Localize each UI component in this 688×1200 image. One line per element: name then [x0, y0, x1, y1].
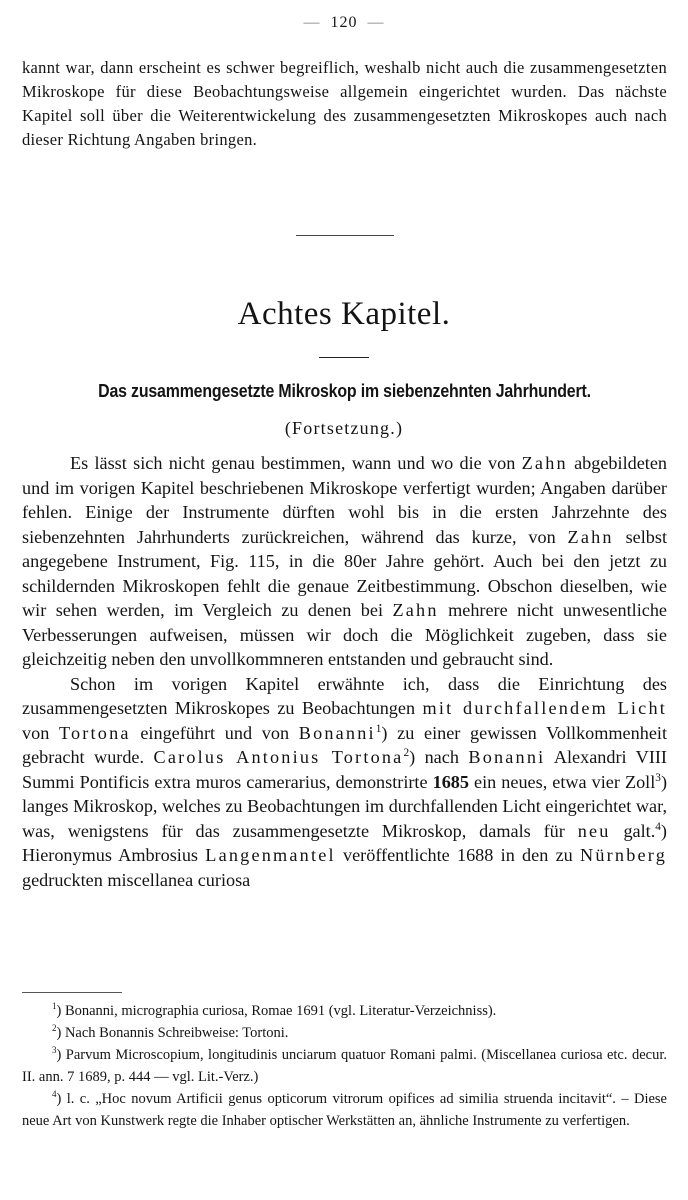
footnote-mark: 2: [52, 1023, 57, 1034]
page-number-value: 120: [330, 14, 358, 31]
name-zahn: Zahn: [521, 453, 568, 473]
main-text: [22, 451, 667, 892]
chapter-title: Achtes Kapitel.: [237, 296, 451, 332]
year-1685: 1685: [432, 771, 469, 792]
footnotes: [22, 1000, 667, 1132]
name-zahn: Zahn: [567, 526, 614, 547]
footnote-2: [22, 1022, 667, 1044]
footnote-text: ) Parvum Microscopium, longitudinis unciarum quatuor Romani palmi. (Miscellanea curiosa etc. decur. II. ann. 7 1689, p. 444 — vgl. Lit.-Verz.): [22, 1047, 667, 1085]
page-number-dash-left: —: [303, 14, 321, 31]
footnote-ref-2[interactable]: 2: [403, 746, 410, 759]
footnote-ref-1[interactable]: 1: [375, 722, 382, 735]
name-carolus-antonius-tortona: Carolus Antonius Tortona: [153, 747, 404, 767]
footnote-text: ) Nach Bonannis Schreibweise: Tortoni.: [56, 1025, 289, 1041]
footnote-mark: 4: [52, 1089, 57, 1100]
footnote-mark: 1: [52, 1001, 57, 1012]
name-bonanni: Bonanni: [468, 747, 546, 767]
body-paragraph-1: Es lässt sich nicht genau bestimmen, wann und wo die von Zahn abgebildeten und im vorigen Kapitel beschriebenen Mikroskope verfertigt wurden; Angaben darüber fehlen. Einige der Instrumente dürften wohl bis in die ersten Jahrzehnte des siebenzehnten Jahrhunderts zurückreichen, während das kurze, von Zahn selbst angegebene Instrument, Fig. 115, in die 80er Jahre gehört. Auch bei den jetzt zu schildernden Mikroskopen fehlt die genaue Zeitbestimmung. Obschon dieselben, wie wir sehen werden, im Vergleich zu denen bei Zahn mehrere nicht unwesentliche Verbesserungen aufweisen, müssen wir doch die Möglichkeit zugeben, dass sie gleichzeitig neben den unvollkommneren entstanden und gebraucht sind.: [22, 453, 668, 669]
chapter-title-underline: [319, 357, 369, 358]
footnote-mark: 3: [52, 1045, 57, 1056]
name-zahn: Zahn: [392, 600, 439, 620]
body-paragraph-2: Schon im vorigen Kapitel erwähnte ich, dass die Einrichtung des zusammengesetzten Mikroskopes zu Beobachtungen mit durchfallendem Licht von Tortona eingeführt und von Bonanni$^1$) zu einer gewissen Vollkommenheit gebracht wurde. Carolus Antonius Tortona$^2$) nach Bonanni Alexandri VIII Summi Pontificis extra muros camerarius, demonstrirte 1685 ein neues, etwa vier Zoll$^3$) langes Mikroskop, welches zu Beobachtungen im durchfallenden Licht eingerichtet war, was, wenigstens für das zusammengesetzte Mikroskop, damals für neu galt.$^4$) Hieronymus Ambrosius Langenmantel veröffentlichte 1688 in den zu Nürnberg gedruckten miscellanea curiosa: [22, 673, 667, 890]
prelude-paragraph: kannt war, dann erscheint es schwer begreiflich, weshalb nicht auch die zusammengesetzten Mikroskope für diese Beobachtungsweise allgemein eingerichtet wurden. Das nächste Kapitel soll über die Weiterentwickelung des zusammengesetzten Mikroskopes auch nach dieser Richtung Angaben bringen.: [22, 58, 667, 149]
footnote-text: ) l. c. „Hoc novum Artificii genus opticorum vitrorum opifices ad similia struenda incitavit“. – Diese neue Art von Kunstwerk regte die Inhaber optischer Werkstätten an, ähnliche Instrumente zu verfertigen.: [22, 1091, 667, 1129]
footnote-ref-3[interactable]: 3: [655, 771, 661, 784]
footnote-4: [22, 1088, 667, 1132]
footnote-1: [22, 1000, 667, 1022]
name-tortona: Tortona: [58, 722, 131, 743]
emphasis-durchfallendem-licht: mit durchfallendem Licht: [422, 698, 667, 718]
name-bonanni: Bonanni: [298, 722, 376, 743]
footnote-3: [22, 1044, 667, 1088]
section-subtitle: (Fortsetzung.): [284, 418, 404, 438]
page-number: [0, 14, 688, 32]
section-title: Das zusammengesetzte Mikroskop im siebenzehnten Jahrhundert.: [98, 380, 591, 401]
footnote-ref-4[interactable]: 4: [655, 820, 661, 833]
footnote-separator: [22, 992, 122, 993]
emphasis-neu: neu: [577, 820, 611, 841]
page-number-dash-right: —: [367, 14, 385, 31]
name-langenmantel: Langenmantel: [205, 845, 336, 865]
footnote-text: ) Bonanni, micrographia curiosa, Romae 1691 (vgl. Literatur-Verzeichniss).: [56, 1003, 497, 1019]
place-nuernberg: Nürnberg: [580, 845, 667, 865]
section-divider: [296, 235, 394, 236]
